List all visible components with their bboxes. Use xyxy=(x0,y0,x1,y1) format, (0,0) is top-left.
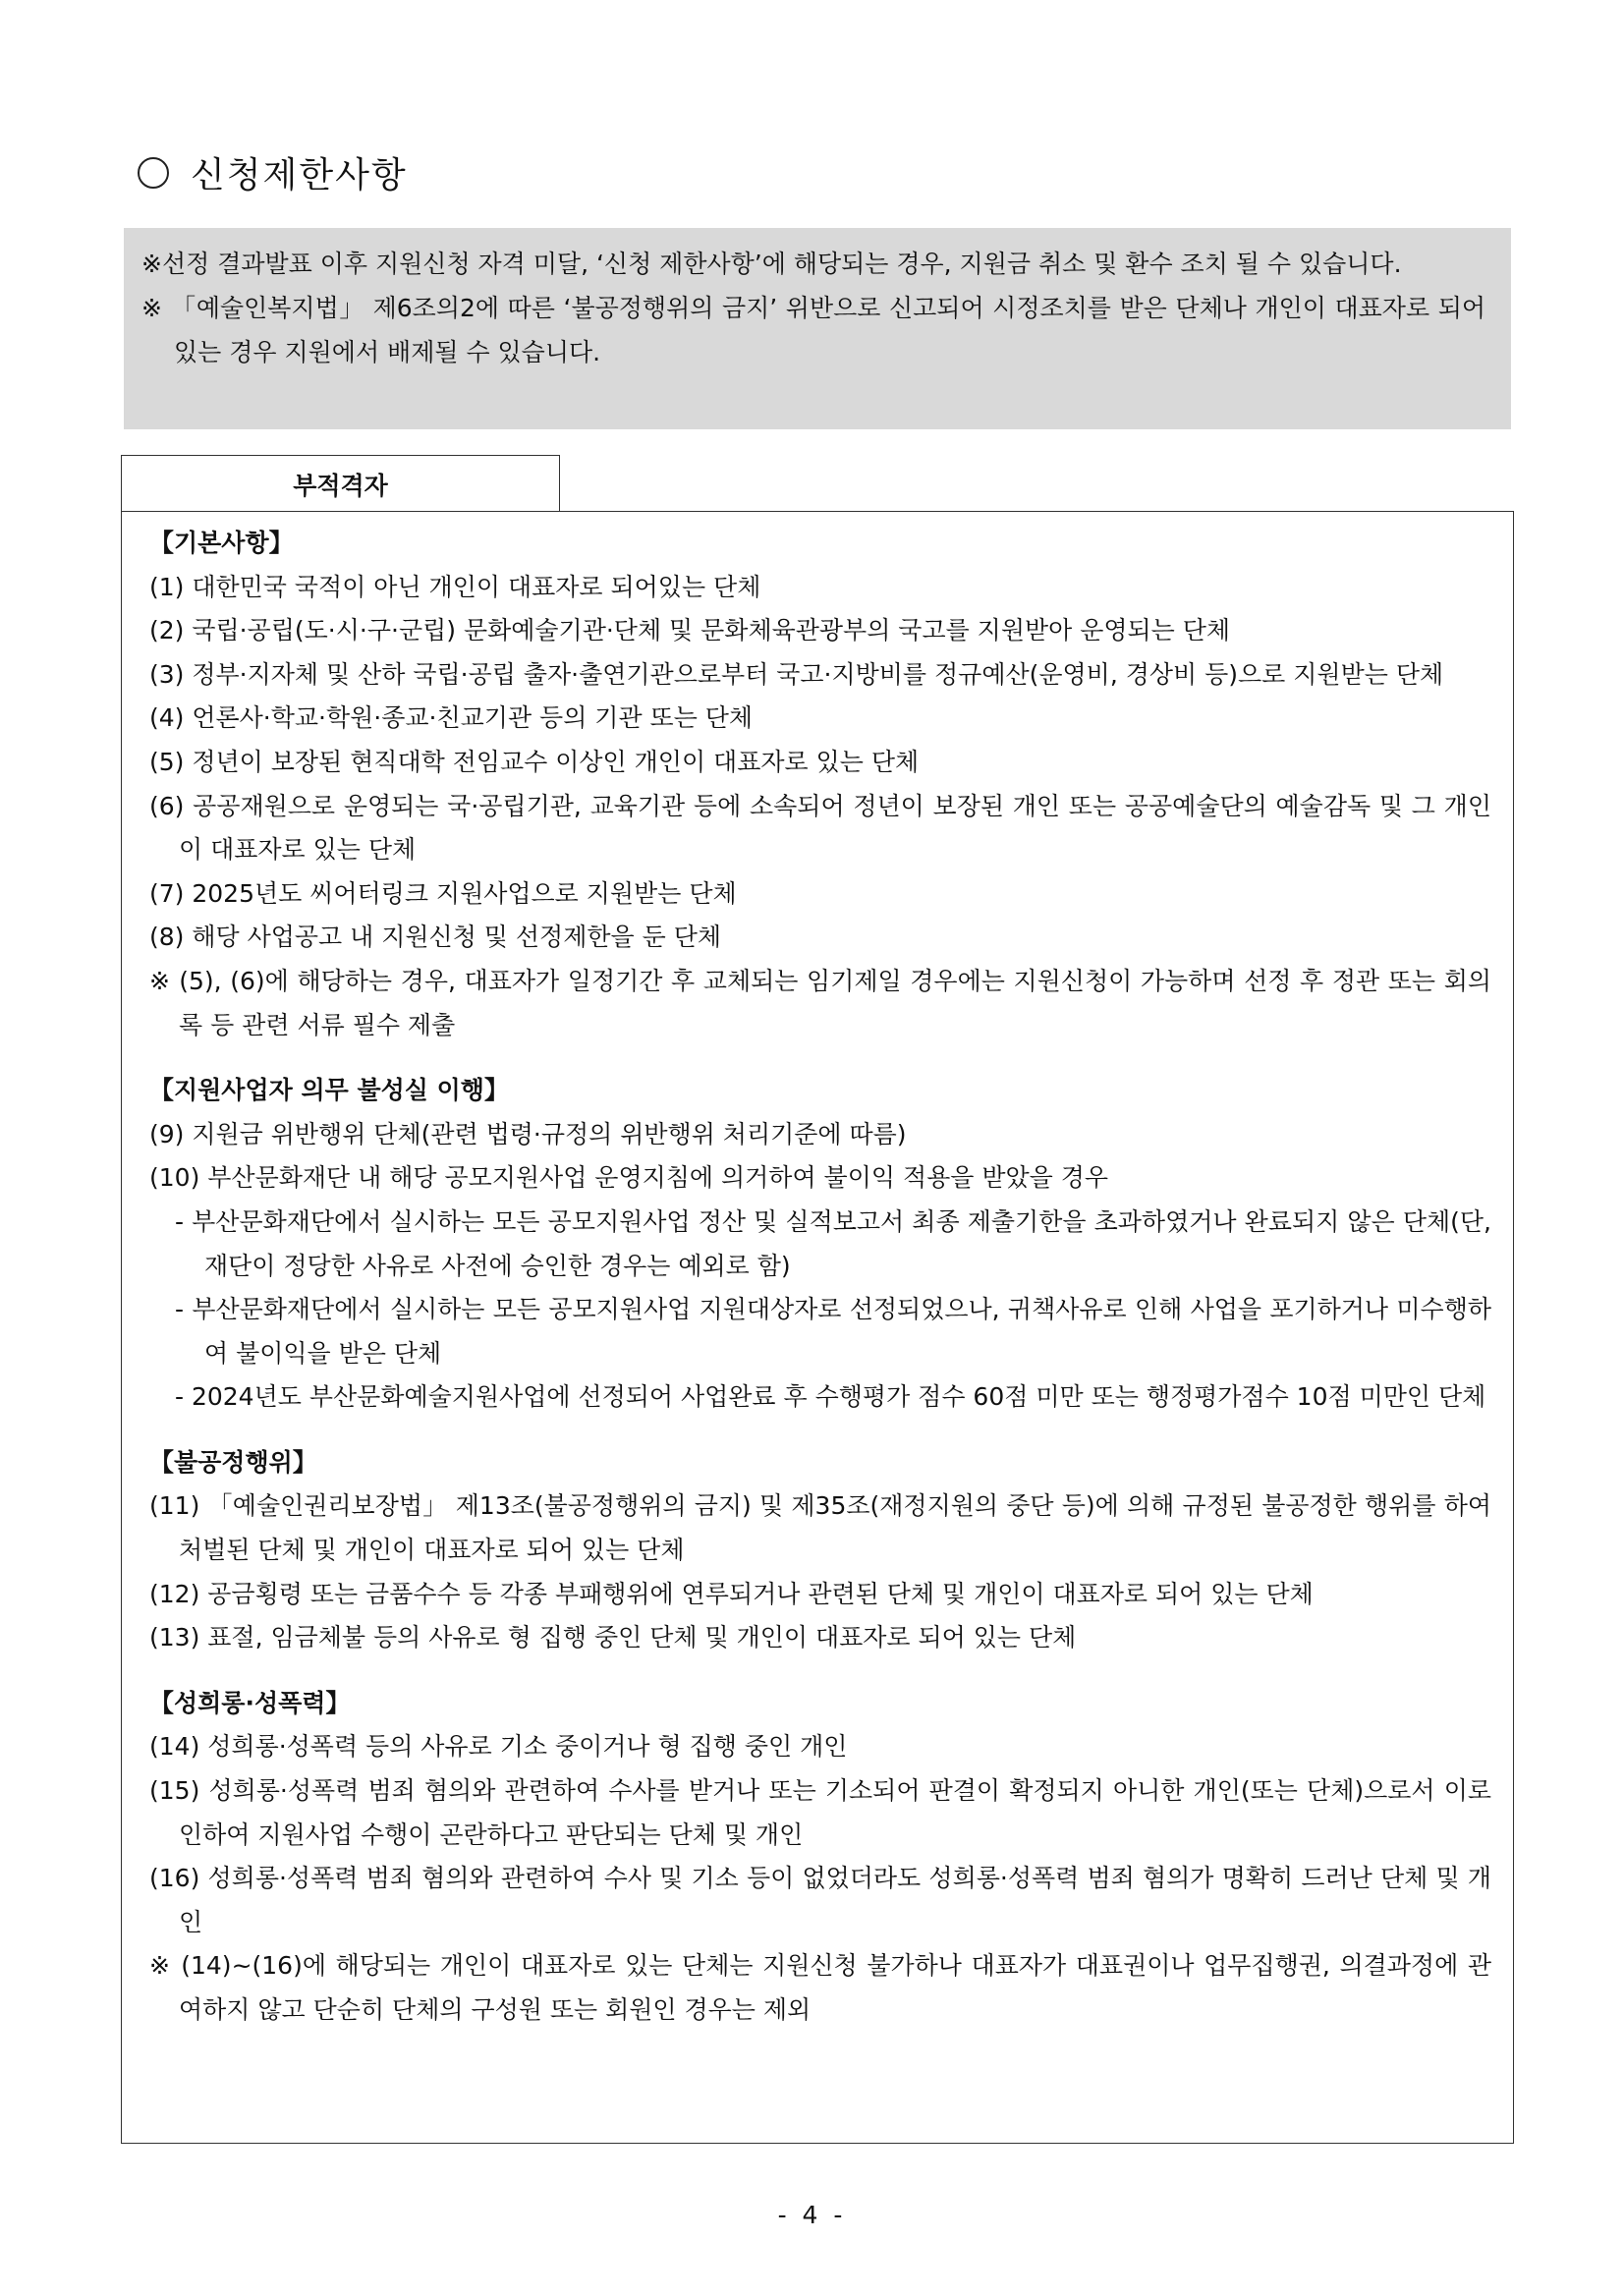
group-title: 【불공정행위】 xyxy=(149,1447,317,1477)
group-title: 【지원사업자 의무 불성실 이행】 xyxy=(149,1076,509,1105)
list-item: (10) 부산문화재단 내 해당 공모지원사업 운영지침에 의거하여 불이익 적용을 받았을 경우 xyxy=(149,1163,1109,1193)
list-item: (14) 성희롱·성폭력 등의 사유로 기소 중이거나 형 집행 중인 개인 xyxy=(149,1732,848,1762)
list-item: (2) 국립·공립(도·시·구·군립) 문화예술기관·단체 및 문화체육관광부의 국고를 지원받아 운영되는 단체 xyxy=(149,616,1231,645)
notice-box xyxy=(124,228,1511,429)
sub-item: - 부산문화재단에서 실시하는 모든 공모지원사업 지원대상자로 선정되었으나, 귀책사유로 인해 사업을 포기하거나 미수행하여 불이익을 받은 단체 xyxy=(175,1295,1491,1368)
group-note: ※ (5), (6)에 해당하는 경우, 대표자가 일정기간 후 교체되는 임기제일 경우에는 지원신청이 가능하며 선정 후 정관 또는 회의록 등 관련 서류 필수 제출 xyxy=(149,966,1491,1039)
sub-item: - 2024년도 부산문화예술지원사업에 선정되어 사업완료 후 수행평가 점수 60점 미만 또는 행정평가점수 10점 미만인 단체 xyxy=(175,1382,1486,1412)
group-title: 【성희롱·성폭력】 xyxy=(149,1688,351,1717)
list-item: (1) 대한민국 국적이 아닌 개인이 대표자로 되어있는 단체 xyxy=(149,572,761,601)
section-title: 신청제한사항 xyxy=(191,155,408,196)
harassment-group xyxy=(149,1682,1491,2033)
group-title: 【기본사항】 xyxy=(149,529,294,557)
ineligible-table xyxy=(121,511,1514,2144)
list-item: (8) 해당 사업공고 내 지원신청 및 선정제한을 둔 단체 xyxy=(149,923,721,952)
unfair-group xyxy=(149,1441,1491,1660)
list-item: (3) 정부·지자체 및 산하 국립·공립 출자·출연기관으로부터 국고·지방비를 정규예산(운영비, 경상비 등)으로 지원받는 단체 xyxy=(149,659,1444,689)
list-item: (11) 「예술인권리보장법」 제13조(불공정행위의 금지) 및 제35조(재정지원의 중단 등)에 의해 규정된 불공정한 행위를 하여 처벌된 단체 및 개인이 대표자로 되어 있는 단체 xyxy=(149,1491,1491,1565)
circle-bullet-icon xyxy=(138,157,169,189)
sub-item: - 부산문화재단에서 실시하는 모든 공모지원사업 정산 및 실적보고서 최종 제출기한을 초과하였거나 완료되지 않은 단체(단, 재단이 정당한 사유로 사전에 승인한 경우는 예외로 함) xyxy=(175,1206,1491,1280)
basic-group xyxy=(149,522,1491,1047)
list-item: (6) 공공재원으로 운영되는 국·공립기관, 교육기관 등에 소속되어 정년이 보장된 개인 또는 공공예술단의 예술감독 및 그 개인이 대표자로 있는 단체 xyxy=(149,791,1491,865)
list-item: (4) 언론사·학교·학원·종교·친교기관 등의 기관 또는 단체 xyxy=(149,703,754,733)
notice-line: ※ 「예술인복지법」 제6조의2에 따른 ‘불공정행위의 금지’ 위반으로 신고되어 시정조치를 받은 단체나 개인이 대표자로 되어있는 경우 지원에서 배제될 수 있습니다. xyxy=(141,294,1485,366)
list-item: (16) 성희롱·성폭력 범죄 혐의와 관련하여 수사 및 기소 등이 없었더라도 성희롱·성폭력 범죄 혐의가 명확히 드러난 단체 및 개인 xyxy=(149,1864,1491,1936)
list-item: (15) 성희롱·성폭력 범죄 혐의와 관련하여 수사를 받거나 또는 기소되어 판결이 확정되지 아니한 개인(또는 단체)으로서 이로 인하여 지원사업 수행이 곤란하다고 판단되는 단체 및 개인 xyxy=(149,1776,1491,1849)
list-item: (5) 정년이 보장된 현직대학 전임교수 이상인 개인이 대표자로 있는 단체 xyxy=(149,747,920,776)
table-tab-header: 부적격자 xyxy=(121,455,560,512)
list-item: (7) 2025년도 씨어터링크 지원사업으로 지원받는 단체 xyxy=(149,878,737,908)
list-item: (12) 공금횡령 또는 금품수수 등 각종 부패행위에 연루되거나 관련된 단체 및 개인이 대표자로 되어 있는 단체 xyxy=(149,1579,1314,1608)
group-note: ※ (14)~(16)에 해당되는 개인이 대표자로 있는 단체는 지원신청 불가하나 대표자가 대표권이나 업무집행권, 의결과정에 관여하지 않고 단순히 단체의 구성원 또는 회원인 경우는 제외 xyxy=(149,1951,1491,2024)
duty-group xyxy=(149,1069,1491,1420)
section-heading xyxy=(138,147,408,197)
list-item: (13) 표절, 임금체불 등의 사유로 형 집행 중인 단체 및 개인이 대표자로 되어 있는 단체 xyxy=(149,1623,1077,1652)
page-number: - 4 - xyxy=(777,2201,847,2229)
notice-line: ※선정 결과발표 이후 지원신청 자격 미달, ‘신청 제한사항’에 해당되는 경우, 지원금 취소 및 환수 조치 될 수 있습니다. xyxy=(141,250,1402,278)
list-item: (9) 지원금 위반행위 단체(관련 법령·규정의 위반행위 처리기준에 따름) xyxy=(149,1119,907,1148)
